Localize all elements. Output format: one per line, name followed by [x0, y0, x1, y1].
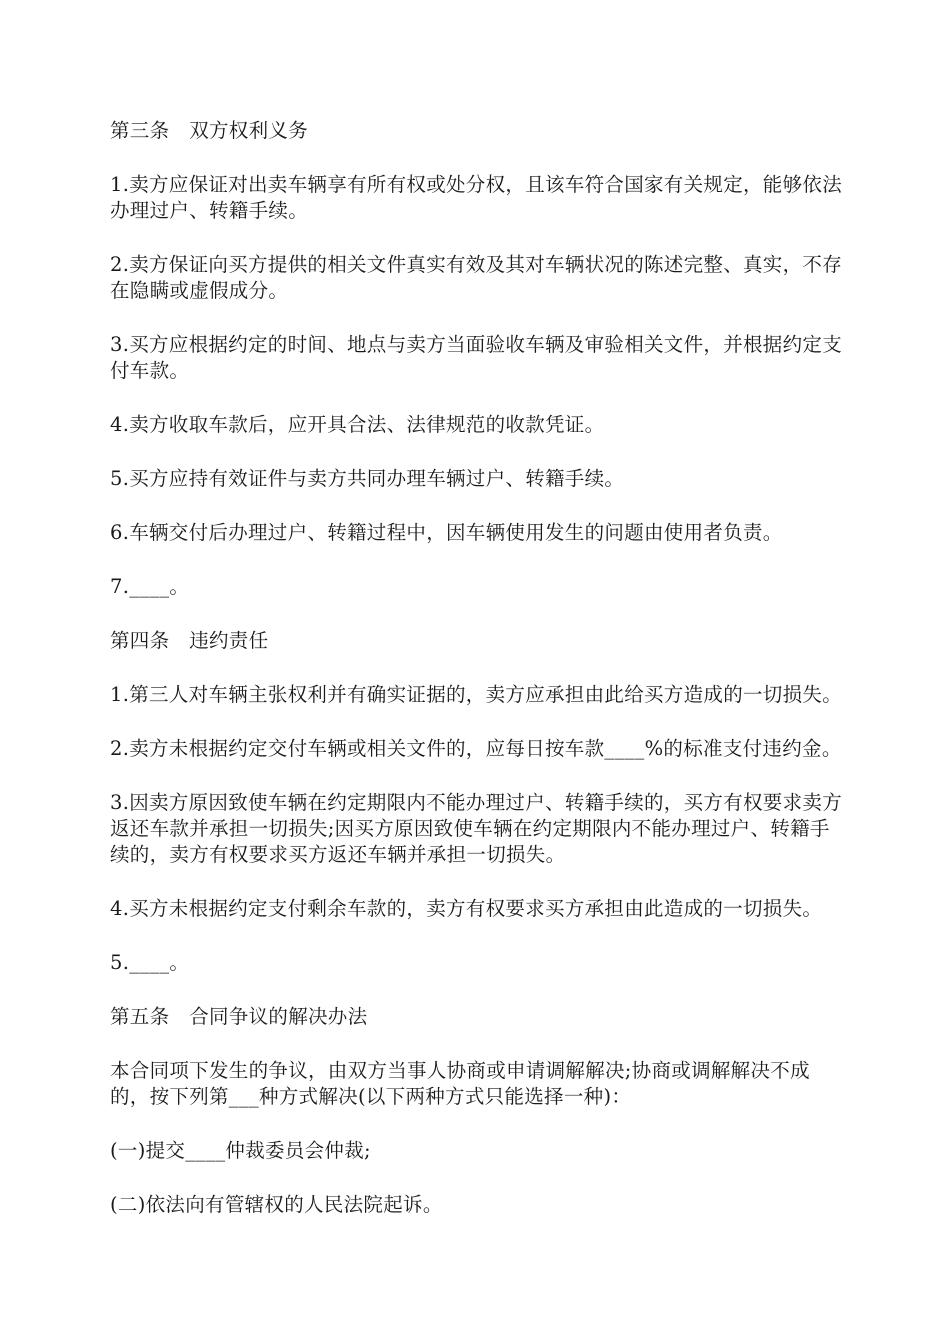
- section-5-option-2: (二)依法向有管辖权的人民法院起诉。: [110, 1193, 443, 1216]
- section-3-item-6: 6.车辆交付后办理过户、转籍过程中，因车辆使用发生的问题由使用者负责。: [110, 521, 783, 544]
- section-3-item-7: 7.____。: [110, 575, 190, 598]
- section-3-heading: 第三条 双方权利义务: [110, 119, 309, 142]
- section-5-option-1: (一)提交____仲裁委员会仲裁;: [110, 1139, 371, 1162]
- section-5-heading: 第五条 合同争议的解决办法: [110, 1005, 368, 1028]
- section-3-item-3: 3.买方应根据约定的时间、地点与卖方当面验收车辆及审验相关文件，并根据约定支付车款。: [110, 333, 843, 382]
- section-4-item-2: 2.卖方未根据约定交付车辆或相关文件的，应每日按车款____%的标准支付违约金。: [110, 737, 842, 760]
- contract-page: [110, 118, 844, 1246]
- section-3-item-2: 2.卖方保证向买方提供的相关文件真实有效及其对车辆状况的陈述完整、真实，不存在隐瞒或虚假成分。: [110, 253, 843, 302]
- section-4-heading: 第四条 违约责任: [110, 629, 269, 652]
- section-5-intro: 本合同项下发生的争议，由双方当事人协商或申请调解解决;协商或调解解决不成的，按下列第___种方式解决(以下两种方式只能选择一种)：: [110, 1059, 810, 1108]
- section-4-item-5: 5.____。: [110, 951, 190, 974]
- section-4-item-3: 3.因卖方原因致使车辆在约定期限内不能办理过户、转籍手续的，买方有权要求卖方返还车款并承担一切损失;因买方原因致使车辆在约定期限内不能办理过户、转籍手续的，卖方有权要求买方返还车辆并承担一切损失。: [110, 791, 843, 866]
- section-3-item-5: 5.买方应持有效证件与卖方共同办理车辆过户、转籍手续。: [110, 467, 625, 490]
- section-3-item-4: 4.卖方收取车款后，应开具合法、法律规范的收款凭证。: [110, 413, 605, 436]
- section-4-item-4: 4.买方未根据约定支付剩余车款的，卖方有权要求买方承担由此造成的一切损失。: [110, 897, 823, 920]
- section-4-item-1: 1.第三人对车辆主张权利并有确实证据的，卖方应承担由此给买方造成的一切损失。: [110, 683, 843, 706]
- section-3-item-1: 1.卖方应保证对出卖车辆享有所有权或处分权，且该车符合国家有关规定，能够依法办理过户、转籍手续。: [110, 173, 843, 222]
